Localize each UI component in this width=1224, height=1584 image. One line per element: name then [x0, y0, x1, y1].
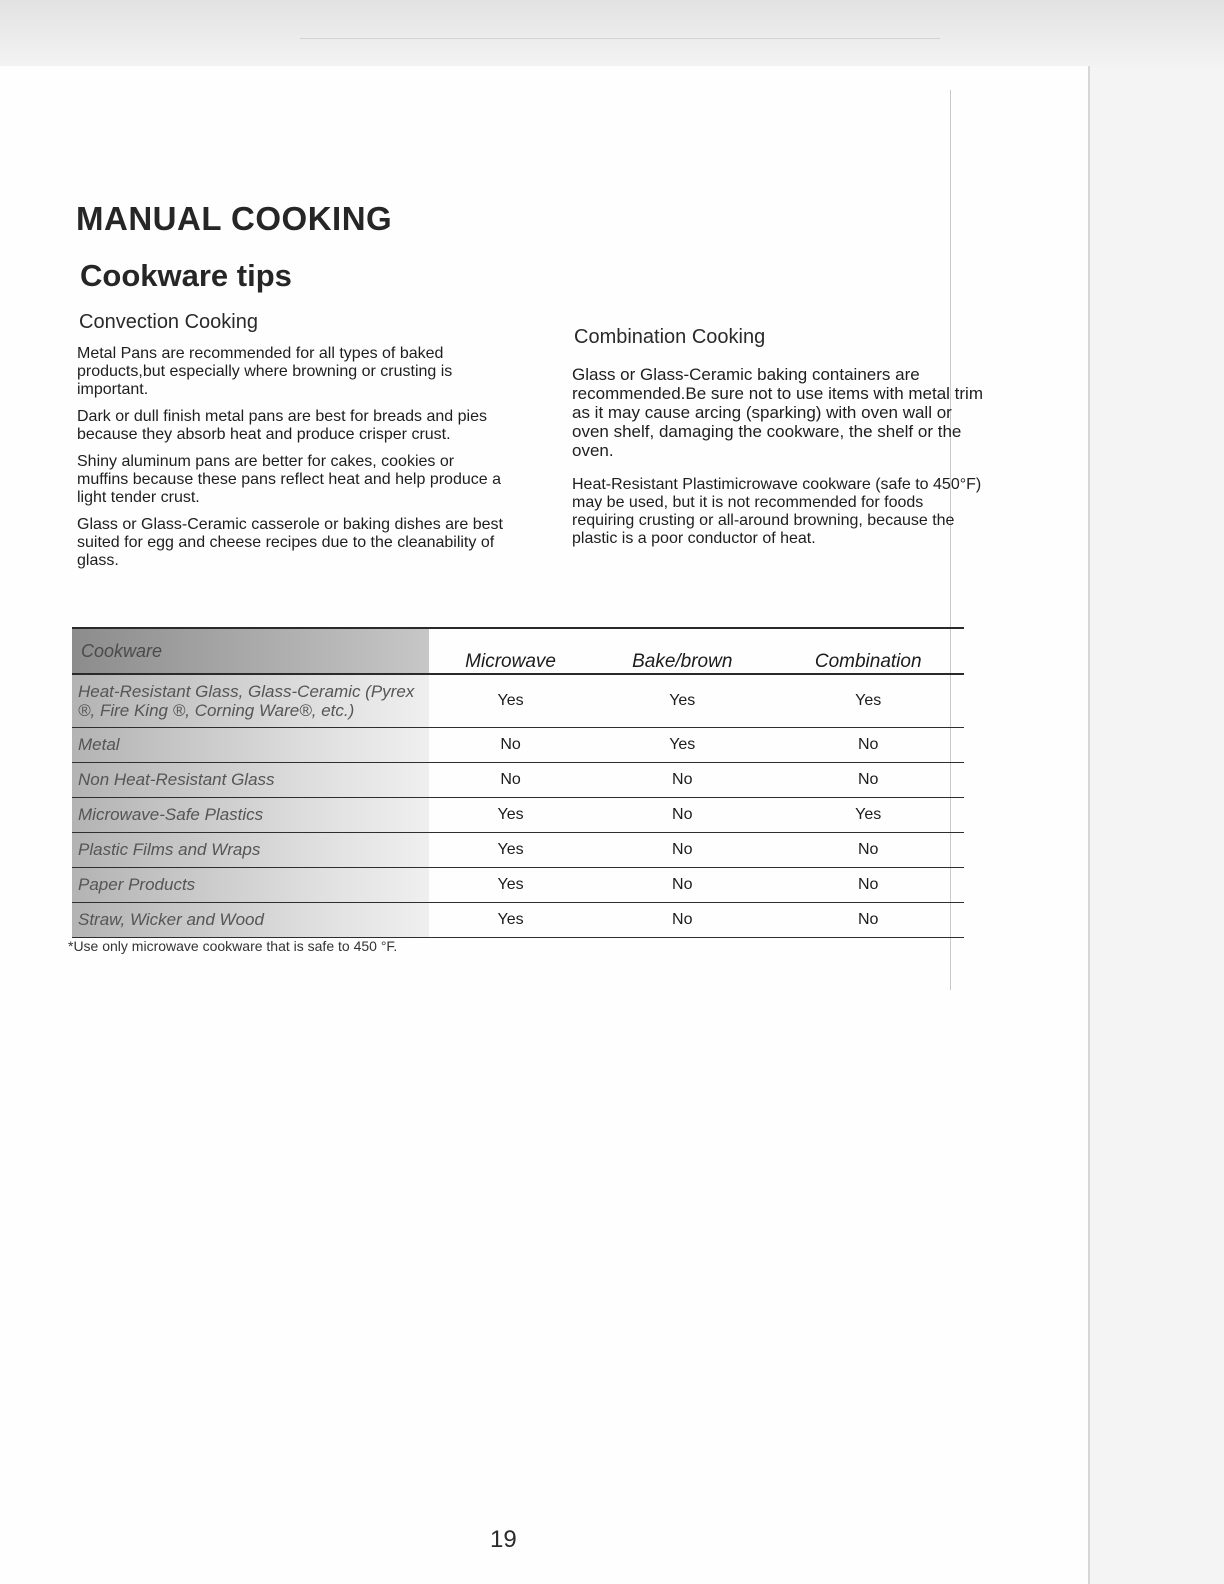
cookware-table — [72, 627, 964, 938]
column-header-bake-brown: Bake/brown — [592, 628, 772, 674]
microwave-cell: No — [429, 728, 592, 763]
combination-cell: Yes — [772, 674, 964, 728]
convection-paragraph: Metal Pans are recommended for all types of baked products,but especially where browning or crusting is important. — [77, 345, 453, 398]
bake-brown-cell: Yes — [592, 674, 772, 728]
bake-brown-cell: No — [592, 798, 772, 833]
combination-column — [572, 365, 984, 564]
cookware-name: Non Heat-Resistant Glass — [72, 763, 429, 798]
table-row — [72, 763, 964, 798]
combination-cell: Yes — [772, 798, 964, 833]
cookware-name: Straw, Wicker and Wood — [72, 903, 429, 938]
page-subtitle: Cookware tips — [80, 258, 292, 293]
cookware-name: Microwave-Safe Plastics — [72, 798, 429, 833]
combination-paragraph: Heat-Resistant Plastimicrowave cookware (safe to 450°F) may be used, but it is not recommended for foods requiring crusting or all-around browning, because the plastic is a poor conductor of heat. — [572, 476, 982, 547]
table-footnote: *Use only microwave cookware that is safe to 450 °F. — [68, 938, 398, 954]
convection-paragraph: Dark or dull finish metal pans are best for breads and pies because they absorb heat and produce crisper crust. — [77, 408, 487, 443]
column-header-cookware: Cookware — [72, 628, 429, 674]
table-header-row — [72, 628, 964, 674]
combination-cell: No — [772, 763, 964, 798]
cookware-name: Paper Products — [72, 868, 429, 903]
scan-artifact-line — [300, 38, 940, 39]
combination-paragraph: Glass or Glass-Ceramic baking containers are recommended.Be sure not to use items with metal trim as it may cause arcing (sparking) with oven wall or oven shelf, damaging the cookware, the shelf or the oven. — [572, 365, 983, 460]
table-row — [72, 728, 964, 763]
microwave-cell: Yes — [429, 798, 592, 833]
microwave-cell: Yes — [429, 868, 592, 903]
cookware-name: Heat-Resistant Glass, Glass-Ceramic (Pyrex ®, Fire King ®, Corning Ware®, etc.) — [72, 674, 429, 728]
combination-cell: No — [772, 833, 964, 868]
column-header-combination: Combination — [772, 628, 964, 674]
table-row — [72, 903, 964, 938]
combination-cell: No — [772, 903, 964, 938]
microwave-cell: No — [429, 763, 592, 798]
table-row — [72, 833, 964, 868]
cookware-name: Metal — [72, 728, 429, 763]
combination-cell: No — [772, 868, 964, 903]
microwave-cell: Yes — [429, 833, 592, 868]
bake-brown-cell: No — [592, 833, 772, 868]
cookware-name: Plastic Films and Wraps — [72, 833, 429, 868]
convection-paragraph: Glass or Glass-Ceramic casserole or baking dishes are best suited for egg and cheese recipes due to the cleanability of glass. — [77, 516, 503, 569]
scan-shadow — [0, 0, 1224, 70]
bake-brown-cell: Yes — [592, 728, 772, 763]
bake-brown-cell: No — [592, 903, 772, 938]
bake-brown-cell: No — [592, 763, 772, 798]
microwave-cell: Yes — [429, 903, 592, 938]
convection-heading: Convection Cooking — [79, 311, 258, 333]
convection-paragraph: Shiny aluminum pans are better for cakes, cookies or muffins because these pans reflect heat and help produce a light tender crust. — [77, 453, 501, 506]
microwave-cell: Yes — [429, 674, 592, 728]
table-row — [72, 868, 964, 903]
cookware-table-container — [72, 627, 964, 938]
table-row — [72, 798, 964, 833]
table-row — [72, 674, 964, 728]
bake-brown-cell: No — [592, 868, 772, 903]
column-header-microwave: Microwave — [429, 628, 592, 674]
combination-heading: Combination Cooking — [574, 326, 766, 348]
combination-cell: No — [772, 728, 964, 763]
convection-column — [77, 345, 503, 579]
page-number: 19 — [490, 1526, 517, 1553]
page-title: MANUAL COOKING — [76, 200, 393, 237]
